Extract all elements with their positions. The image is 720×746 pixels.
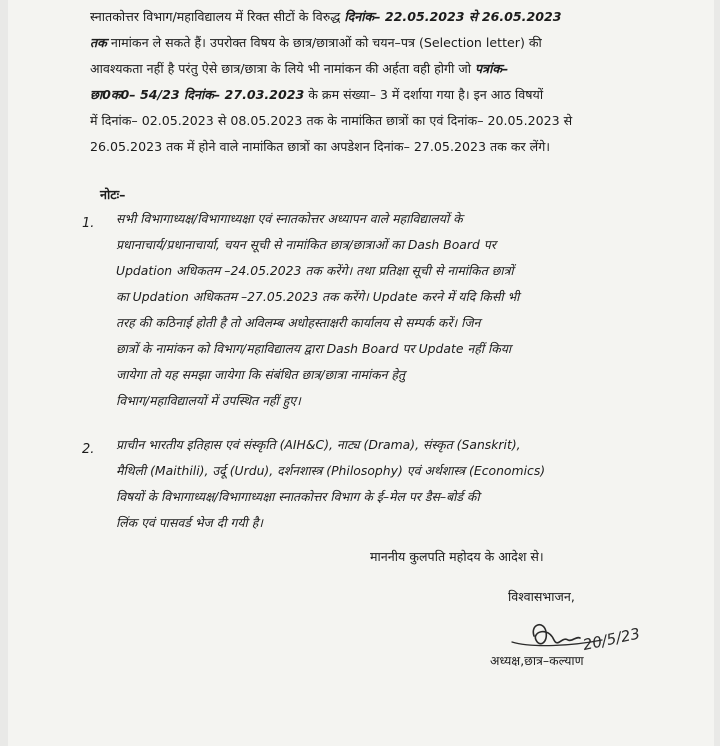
note1-line: जायेगा तो यह समझा जायेगा कि संबंधित छात्र/छात्रा नामांकन हेतु	[116, 367, 406, 382]
para1-text: के क्रम संख्या– 3 में दर्शाया गया है। इन आठ विषयों	[304, 87, 544, 102]
para1-text: स्नातकोत्तर विभाग/महाविद्यालय में रिक्त सीटों के विरुद्ध	[90, 9, 345, 24]
note1-line: तरह की कठिनाई होती है तो अविलम्ब अधोहस्ताक्षरी कार्यालय से सम्पर्क करें। जिन	[116, 315, 481, 330]
note2-line: प्राचीन भारतीय इतिहास एवं संस्कृति (AIH&C), नाट्य (Drama), संस्कृत (Sanskrit),	[116, 437, 521, 452]
para1-line4	[90, 85, 543, 105]
para1-line6: 26.05.2023 तक में होने वाले नामांकित छात्रों का अपडेशन दिनांक– 27.05.2023 तक कर लेंगे।	[90, 139, 551, 154]
note1-number: 1.	[82, 216, 95, 231]
para1-line3	[90, 59, 508, 79]
para1-text: नामांकन ले सकते हैं। उपरोक्त विषय के छात्र/छात्राओं को चयन–पत्र (Selection letter) की	[106, 35, 542, 50]
note1-line: छात्रों के नामांकन को विभाग/महाविद्यालय द्वारा Dash Board पर Update नहीं किया	[116, 341, 512, 356]
para1-emphasis: पत्रांक–	[475, 61, 509, 76]
note2-line: विषयों के विभागाध्यक्ष/विभागाध्यक्षा स्नातकोत्तर विभाग के ई–मेल पर डैस–बोर्ड की	[116, 489, 480, 504]
note2-number: 2.	[82, 442, 95, 457]
para1-line1	[90, 7, 562, 27]
para1-line2	[90, 33, 542, 53]
para1-emphasis: छा0क0– 54/23 दिनांक– 27.03.2023	[90, 87, 305, 102]
note1-line: सभी विभागाध्यक्ष/विभागाध्यक्षा एवं स्नातकोत्तर अध्यापन वाले महाविद्यालयों के	[116, 211, 463, 226]
para1-line5: में दिनांक– 02.05.2023 से 08.05.2023 तक के नामांकित छात्रों का एवं दिनांक– 20.05.2023 से	[90, 113, 573, 128]
order-line: माननीय कुलपति महोदय के आदेश से।	[370, 549, 544, 564]
signature-date: 20/5/23	[581, 624, 642, 655]
note1-line: Updation अधिकतम –24.05.2023 तक करेंगे। तथा प्रतिक्षा सूची से नामांकित छात्रों	[116, 263, 514, 278]
note-heading: नोटः–	[100, 187, 126, 202]
designation-line: अध्यक्ष,छात्र–कल्याण	[490, 653, 584, 668]
note1-line: प्रधानाचार्य/प्रधानाचार्या, चयन सूची से नामांकित छात्र/छात्राओं का Dash Board पर	[116, 237, 496, 252]
regards-line: विश्वासभाजन,	[508, 589, 575, 604]
para1-emphasis: दिनांक– 22.05.2023 से 26.05.2023	[344, 9, 562, 24]
note1-line: विभाग/महाविद्यालयों में उपस्थित नहीं हुए।	[116, 393, 301, 408]
para1-emphasis: तक	[90, 35, 107, 50]
para1-text: आवश्यकता नहीं है परंतु ऐसे छात्र/छात्रा के लिये भी नामांकन की अर्हता वही होगी जो	[90, 61, 476, 76]
note2-line: लिंक एवं पासवर्ड भेज दी गयी है।	[116, 515, 263, 530]
letter-page	[8, 0, 714, 746]
note2-line: मैथिली (Maithili), उर्दू (Urdu), दर्शनशास्त्र (Philosophy) एवं अर्थशास्त्र (Economics)	[116, 463, 546, 478]
note1-line: का Updation अधिकतम –27.05.2023 तक करेंगे। Update करने में यदि किसी भी	[116, 289, 520, 304]
